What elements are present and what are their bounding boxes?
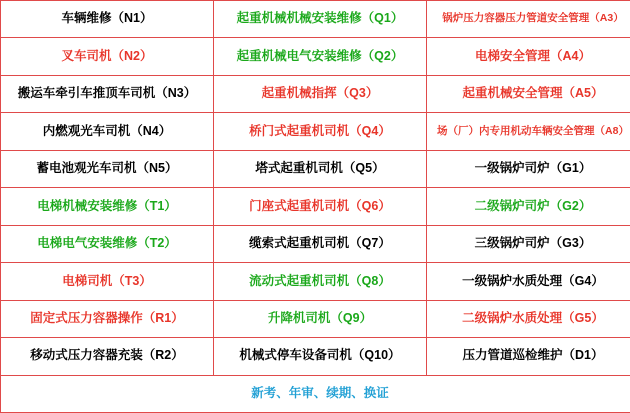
table-cell (1, 188, 214, 225)
cell-label: 一级锅炉司炉（G1） (474, 161, 592, 176)
table-cell (214, 338, 427, 375)
cell-label: 电梯安全管理（A4） (475, 48, 591, 63)
table-row (1, 263, 630, 300)
table-cell (1, 1, 214, 38)
table-cell (214, 75, 427, 112)
table-cell (427, 1, 630, 38)
cell-label: 缆索式起重机司机（Q7） (249, 236, 391, 251)
table-row (1, 338, 630, 375)
table-row (1, 1, 630, 38)
table-cell (214, 113, 427, 150)
table-cell (1, 38, 214, 75)
cell-label: 起重机械电气安装维修（Q2） (236, 48, 404, 63)
table-cell (427, 150, 630, 187)
table-row (1, 113, 630, 150)
table-row (1, 300, 630, 337)
table-row (1, 188, 630, 225)
table-cell (427, 263, 630, 300)
cell-label: 二级锅炉司炉（G2） (474, 198, 592, 213)
table-cell (427, 113, 630, 150)
table-cell (1, 263, 214, 300)
table-cell (427, 75, 630, 112)
cell-label: 叉车司机（N2） (61, 48, 153, 63)
cell-label: 移动式压力容器充装（R2） (30, 348, 184, 363)
cell-label: 内燃观光车司机（N4） (42, 123, 172, 138)
table-cell (427, 38, 630, 75)
cell-label: 三级锅炉司炉（G3） (474, 236, 592, 251)
table-cell (214, 1, 427, 38)
cell-label: 压力管道巡检维护（D1） (462, 348, 604, 363)
table-cell (214, 300, 427, 337)
footer-note: 新考、年审、续期、换证 (1, 375, 630, 412)
table-cell (1, 300, 214, 337)
cell-label: 电梯机械安装维修（T1） (37, 198, 177, 213)
table-cell (214, 188, 427, 225)
cell-label: 一级锅炉水质处理（G4） (462, 273, 604, 288)
cell-label: 塔式起重机司机（Q5） (255, 161, 385, 176)
footer-row (1, 375, 630, 412)
cell-label: 升降机司机（Q9） (267, 310, 373, 325)
table-cell (427, 188, 630, 225)
table-cell (427, 300, 630, 337)
cell-label: 固定式压力容器操作（R1） (30, 310, 184, 325)
cell-label: 机械式停车设备司机（Q10） (239, 348, 401, 363)
table-row (1, 225, 630, 262)
table-cell (214, 263, 427, 300)
cell-label: 场（厂）内专用机动车辆安全管理（A8） (437, 124, 629, 137)
table-cell (214, 225, 427, 262)
table-cell (1, 150, 214, 187)
cell-label: 起重机械指挥（Q3） (261, 86, 379, 101)
cell-label: 流动式起重机司机（Q8） (249, 273, 391, 288)
cell-label: 车辆维修（N1） (61, 11, 153, 26)
cell-label: 起重机械安全管理（A5） (462, 86, 604, 101)
cell-label: 电梯司机（T3） (62, 273, 152, 288)
table-cell (214, 38, 427, 75)
table-row (1, 75, 630, 112)
cell-label: 蓄电池观光车司机（N5） (36, 161, 178, 176)
table-row (1, 150, 630, 187)
cell-label: 电梯电气安装维修（T2） (37, 236, 177, 251)
cell-label: 搬运车牵引车推顶车司机（N3） (17, 86, 197, 101)
cell-label: 起重机械机械安装维修（Q1） (236, 11, 404, 26)
cell-label: 门座式起重机司机（Q6） (249, 198, 391, 213)
table-cell (1, 225, 214, 262)
table-body (1, 1, 630, 413)
table-row (1, 38, 630, 75)
table-cell (427, 225, 630, 262)
table-cell (1, 338, 214, 375)
table-cell (1, 75, 214, 112)
cell-label: 锅炉压力容器压力管道安全管理（A3） (442, 12, 624, 25)
table-cell (214, 150, 427, 187)
cell-label: 二级锅炉水质处理（G5） (462, 310, 604, 325)
table-cell (427, 338, 630, 375)
table-cell (1, 113, 214, 150)
cell-label: 桥门式起重机司机（Q4） (249, 123, 391, 138)
